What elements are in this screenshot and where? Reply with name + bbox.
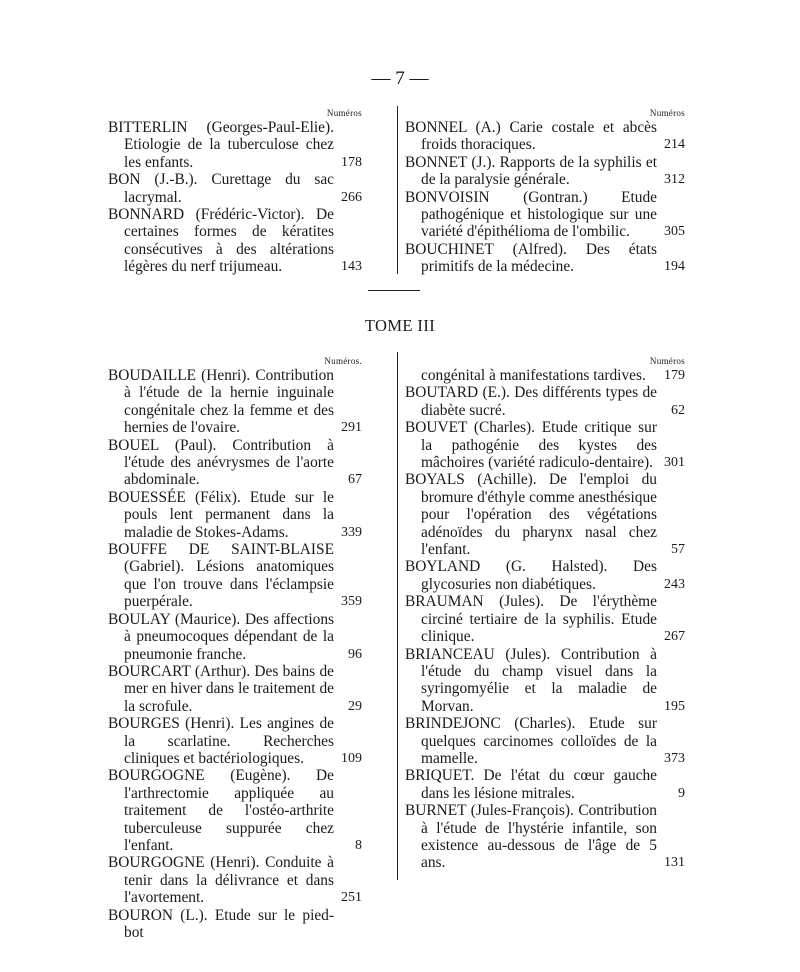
entry-number: 67: [348, 472, 362, 488]
entry-number: 29: [348, 698, 362, 714]
entry-text: BRIQUET. De l'état du cœur gauche dans les lésione mitrales.: [405, 767, 657, 802]
column-divider: [397, 106, 398, 274]
entry-number: 251: [341, 890, 362, 906]
section-title: TOME III: [364, 316, 436, 335]
page-number: — 7 —: [371, 68, 429, 89]
index-entry: [405, 384, 685, 419]
entry-number: 373: [664, 750, 685, 766]
entry-text: congénital à manifestations tardives.: [421, 367, 646, 384]
entry-text: BOUFFE DE SAINT-BLAISE (Gabriel). Lésions anatomiques que l'on trouve dans l'éclampsie puerpérale.: [108, 541, 334, 611]
index-entry: [108, 767, 362, 854]
entry-number: 339: [341, 524, 362, 540]
entry-number: 131: [664, 855, 685, 871]
index-entry: [108, 541, 362, 611]
index-entry: [405, 189, 685, 241]
entry-text: BONNEL (A.) Carie costale et abcès froids thoraciques.: [405, 119, 657, 154]
top-right-column: [405, 108, 685, 276]
entry-text: BONVOISIN (Gontran.) Etude pathogénique et histologique sur une variété d'épithélioma de l'ombilic.: [405, 188, 657, 241]
entry-number: 109: [341, 750, 362, 766]
top-left-column: [108, 108, 362, 276]
entry-number: 194: [664, 259, 685, 275]
index-entry: [405, 715, 685, 767]
entry-number: 266: [341, 189, 362, 205]
entry-number: 214: [664, 137, 685, 153]
entry-number: 178: [341, 154, 362, 170]
entry-text: BOURGOGNE (Eugène). De l'arthrectomie appliquée au traitement de l'ostéo-arthrite tuberculeuse suppurée chez l'enfant.: [108, 767, 334, 854]
entry-list: [108, 367, 362, 941]
entry-number: 62: [671, 402, 685, 418]
index-entry: [108, 854, 362, 906]
section-separator: [368, 290, 420, 291]
entry-number: 312: [664, 172, 685, 188]
entry-text: BRAUMAN (Jules). De l'érythème circiné tertiaire de la syphilis. Etude clinique.: [405, 593, 657, 646]
entry-text: BRINDEJONC (Charles). Etude sur quelques carcinomes colloïdes de la mamelle.: [405, 715, 657, 767]
bottom-right-column: [405, 356, 685, 872]
index-entry: [108, 907, 362, 942]
index-entry: [405, 119, 685, 154]
entry-number: 243: [664, 576, 685, 592]
numeros-header: Numéros.: [324, 356, 362, 366]
index-entry: [108, 715, 362, 767]
index-entry: [405, 558, 685, 593]
entry-number: 57: [671, 542, 685, 558]
entry-text: BURNET (Jules-François). Contribution à l'étude de l'hystérie infantile, son existence au-dessous de l'âge de 5 ans.: [405, 802, 657, 872]
entry-text: BOUEL (Paul). Contribution à l'étude des anévrysmes de l'aorte abdominale.: [108, 436, 334, 489]
numeros-header: Numéros: [649, 356, 685, 366]
index-entry: [405, 471, 685, 558]
entry-text: BOURGOGNE (Henri). Conduite à tenir dans la délivrance et dans l'avortement.: [108, 854, 334, 907]
entry-text: BOYLAND (G. Halsted). Des glycosuries non diabétiques.: [405, 558, 657, 593]
entry-text: BOUTARD (E.). Des différents types de diabète sucré.: [405, 384, 657, 419]
entry-number: 195: [664, 698, 685, 714]
entry-text: BONNET (J.). Rapports de la syphilis et de la paralysie générale.: [405, 153, 657, 189]
bottom-left-column: [108, 356, 362, 941]
index-entry: [405, 593, 685, 645]
index-entry: [108, 119, 362, 171]
entry-number: 143: [341, 259, 362, 275]
numeros-header: Numéros: [649, 108, 685, 118]
entry-text: BONNARD (Frédéric-Victor). De certaines formes de kératites consécutives à des altérations légères du nerf trijumeau.: [108, 206, 334, 276]
index-entry: [405, 419, 685, 471]
entry-number: 8: [355, 837, 362, 853]
entry-number: 179: [664, 368, 685, 383]
entry-number: 291: [341, 420, 362, 436]
entry-list: [108, 119, 362, 276]
entry-text: BOUESSÉE (Félix). Etude sur le pouls lent permanent dans la maladie de Stokes-Adams.: [108, 488, 334, 541]
numeros-header: Numéros: [326, 108, 362, 118]
entry-text: BOUVET (Charles). Etude critique sur la pathogénie des kystes des mâchoires (variété radiculo-dentaire).: [405, 419, 657, 472]
column-divider: [397, 352, 398, 880]
entry-text: BOURON (L.). Etude sur le pied-bot: [108, 906, 334, 941]
entry-number: 9: [678, 785, 685, 801]
entry-list: [405, 367, 685, 872]
entry-number: 96: [348, 646, 362, 662]
entry-list: [405, 119, 685, 276]
entry-number: 305: [664, 224, 685, 240]
entry-text: BOUDAILLE (Henri). Contribution à l'étude de la hernie inguinale congénitale chez la femme et des hernies de l'ovaire.: [108, 367, 334, 437]
entry-text: BOYALS (Achille). De l'emploi du bromure d'éthyle comme anesthésique pour l'opération des végétations adénoïdes du pharynx nasal chez l'enfant.: [405, 471, 657, 559]
entry-number: 359: [341, 594, 362, 610]
index-entry: [108, 171, 362, 206]
index-entry: [108, 611, 362, 663]
index-entry: [108, 663, 362, 715]
index-entry: [405, 767, 685, 802]
entry-text: BOURGES (Henri). Les angines de la scarlatine. Recherches cliniques et bactériologiques.: [108, 715, 334, 767]
entry-text: BOUCHINET (Alfred). Des états primitifs de la médecine.: [405, 240, 657, 276]
entry-number: 267: [664, 629, 685, 645]
index-entry: [405, 241, 685, 276]
index-entry: [405, 154, 685, 189]
index-entry: [405, 367, 685, 384]
entry-text: BITTERLIN (Georges-Paul-Elie). Etiologie de la tuberculose chez les enfants.: [108, 119, 334, 171]
index-entry: [108, 367, 362, 437]
entry-text: BOULAY (Maurice). Des affections à pneumocoques dépendant de la pneumonie franche.: [108, 610, 334, 663]
entry-text: BON (J.-B.). Curettage du sac lacrymal.: [108, 171, 334, 206]
entry-text: BRIANCEAU (Jules). Contribution à l'étude du champ visuel dans la syringomyélie et la maladie de Morvan.: [405, 645, 657, 715]
index-entry: [405, 646, 685, 716]
index-entry: [108, 206, 362, 276]
index-entry: [108, 437, 362, 489]
index-entry: [405, 802, 685, 872]
entry-text: BOURCART (Arthur). Des bains de mer en hiver dans le traitement de la scrofule.: [108, 662, 334, 715]
entry-number: 301: [664, 455, 685, 471]
index-entry: [108, 489, 362, 541]
